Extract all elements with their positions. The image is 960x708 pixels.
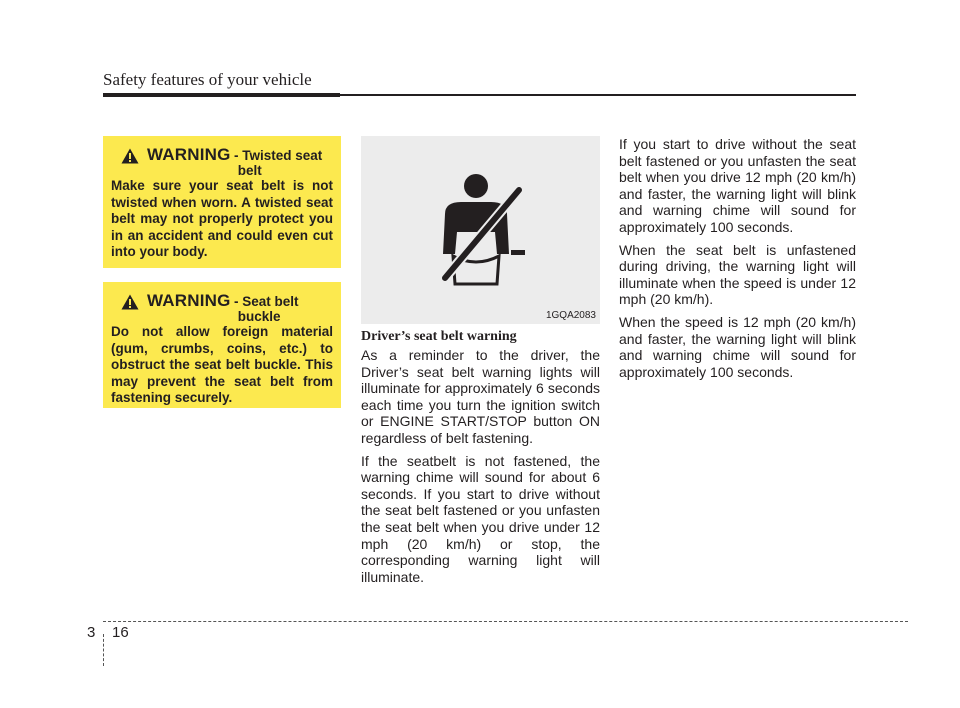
chapter-number: 3 bbox=[87, 624, 96, 641]
warning-subtitle: - Twisted seat belt bbox=[234, 148, 323, 178]
seat-belt-illustration bbox=[361, 136, 600, 324]
page-header-title: Safety features of your vehicle bbox=[103, 70, 312, 89]
paragraph: When the speed is 12 mph (20 km/h) and faster, the warning light will blink and warning chime will sound for approximately 100 seconds. bbox=[619, 313, 856, 380]
warning-box-seat-belt-buckle bbox=[103, 282, 341, 408]
paragraph: If you start to drive without the seat belt fastened or you unfasten the seat belt when you drive 12 mph (20 km/h) and faster, the warning light will blink and warning chime will sound for approximately 100 seconds. bbox=[619, 136, 856, 235]
header-rule bbox=[103, 93, 340, 97]
page-number: 16 bbox=[112, 624, 129, 641]
warning-box-twisted-belt bbox=[103, 136, 341, 268]
illustration-code: 1GQA2083 bbox=[545, 310, 596, 321]
paragraph: As a reminder to the driver, the Driver’s seat belt warning lights will illuminate for approximately 6 seconds each time you turn the ignition switch or ENGINE START/STOP button ON regardless of belt fastening. bbox=[361, 347, 600, 446]
footer-divider bbox=[103, 634, 104, 666]
footer-rule bbox=[103, 621, 908, 622]
warning-triangle-icon bbox=[121, 148, 139, 164]
seat-belt-warning-icon bbox=[431, 172, 531, 288]
paragraph: If the seatbelt is not fastened, the warning chime will sound for about 6 seconds. If you start to drive without the seat belt fastened or you unfasten the seat belt when you drive under 12 mph (20 km/h) or stop, the corresponding warning light will illuminate. bbox=[361, 452, 600, 585]
warning-triangle-icon bbox=[121, 294, 139, 310]
warning-body: Make sure your seat belt is not twisted when worn. A twisted seat belt may not properly protect you in an accident and could even cut into your body. bbox=[111, 178, 333, 260]
warning-label: WARNING bbox=[147, 291, 231, 310]
warning-body: Do not allow foreign material (gum, crumbs, coins, etc.) to obstruct the seat belt buckle. This may prevent the seat belt from fastening securely. bbox=[111, 324, 333, 406]
warning-subtitle: - Seat belt buckle bbox=[234, 294, 299, 324]
section-heading: Driver’s seat belt warning bbox=[361, 329, 517, 344]
middle-column-text bbox=[361, 347, 600, 591]
right-column-text bbox=[619, 136, 856, 386]
header-rule-thin bbox=[340, 94, 856, 96]
warning-label: WARNING bbox=[147, 145, 231, 164]
paragraph: When the seat belt is unfastened during driving, the warning light will illuminate when the speed is under 12 mph (20 km/h). bbox=[619, 241, 856, 308]
